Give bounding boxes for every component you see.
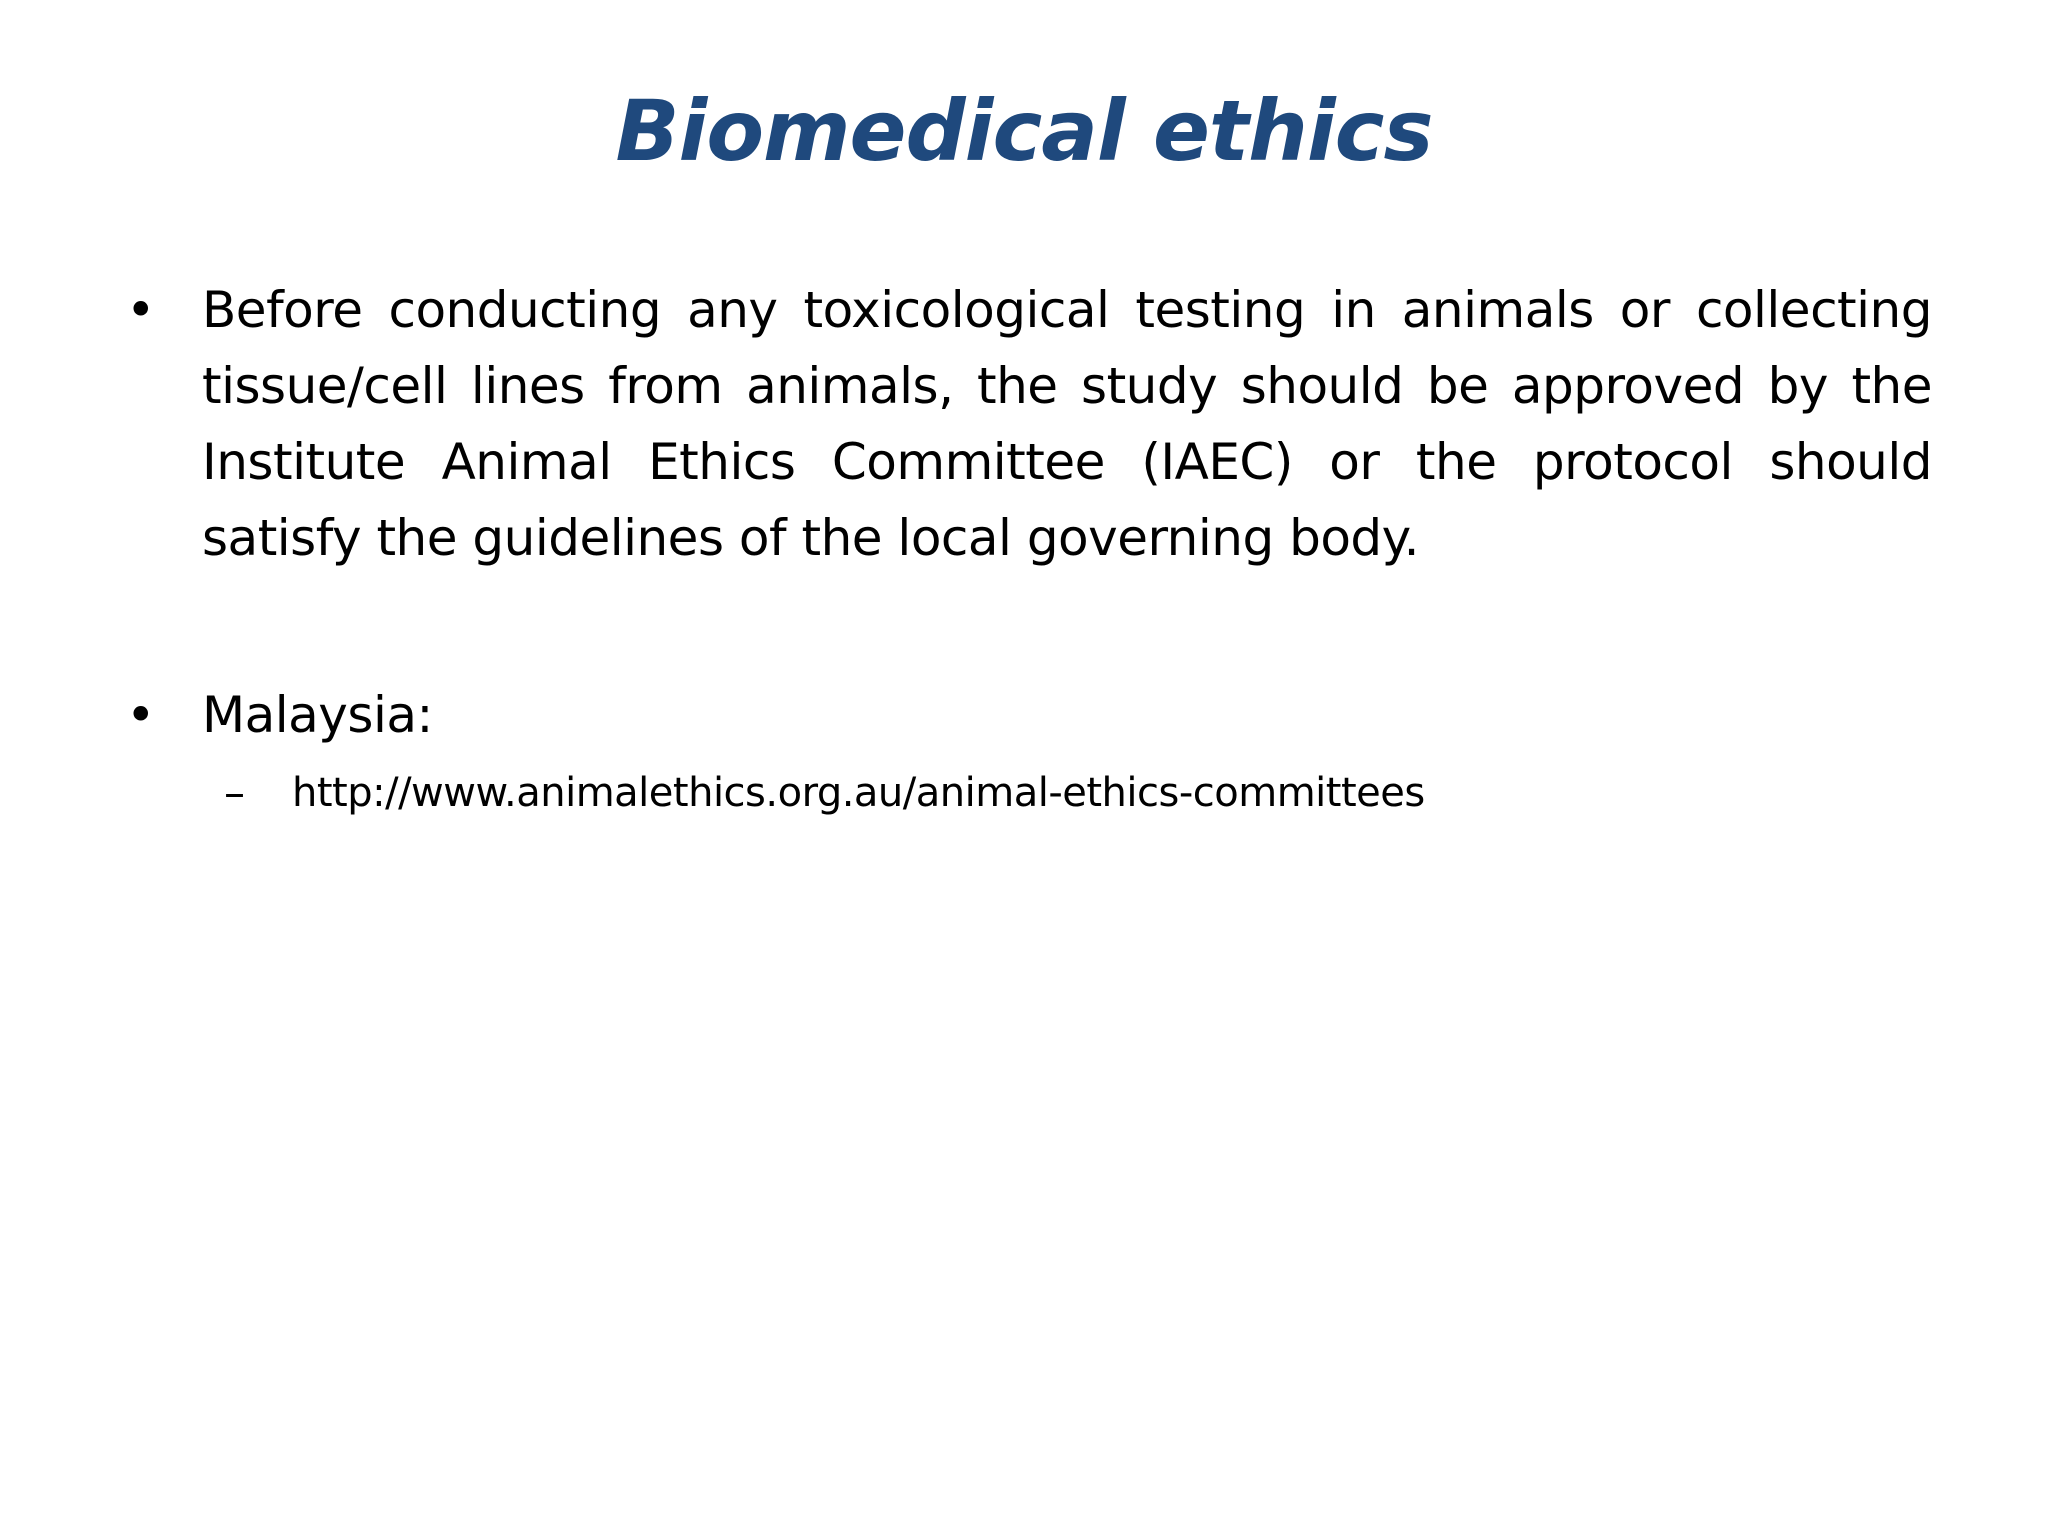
bullet-text: Malaysia: [202, 686, 433, 744]
sub-bullet-marker: – [224, 768, 245, 817]
bullet-marker: • [126, 686, 156, 744]
bullet-marker: • [126, 281, 156, 339]
bullet-list [120, 272, 1932, 823]
bullet-item [120, 677, 1932, 753]
bullet-item [120, 272, 1932, 576]
reference-link-text: http://www.animalethics.org.au/animal-ethics-committees [292, 770, 1425, 816]
sub-bullet-item [120, 763, 1932, 823]
bullet-text: Before conducting any toxicological testing in animals or collecting tissue/cell lines from animals, the study should be approved by the Institute Animal Ethics Committee (IAEC) or the protocol should satisfy the guidelines of the local governing body. [202, 281, 1932, 567]
slide-title: Biomedical ethics [615, 82, 1433, 180]
